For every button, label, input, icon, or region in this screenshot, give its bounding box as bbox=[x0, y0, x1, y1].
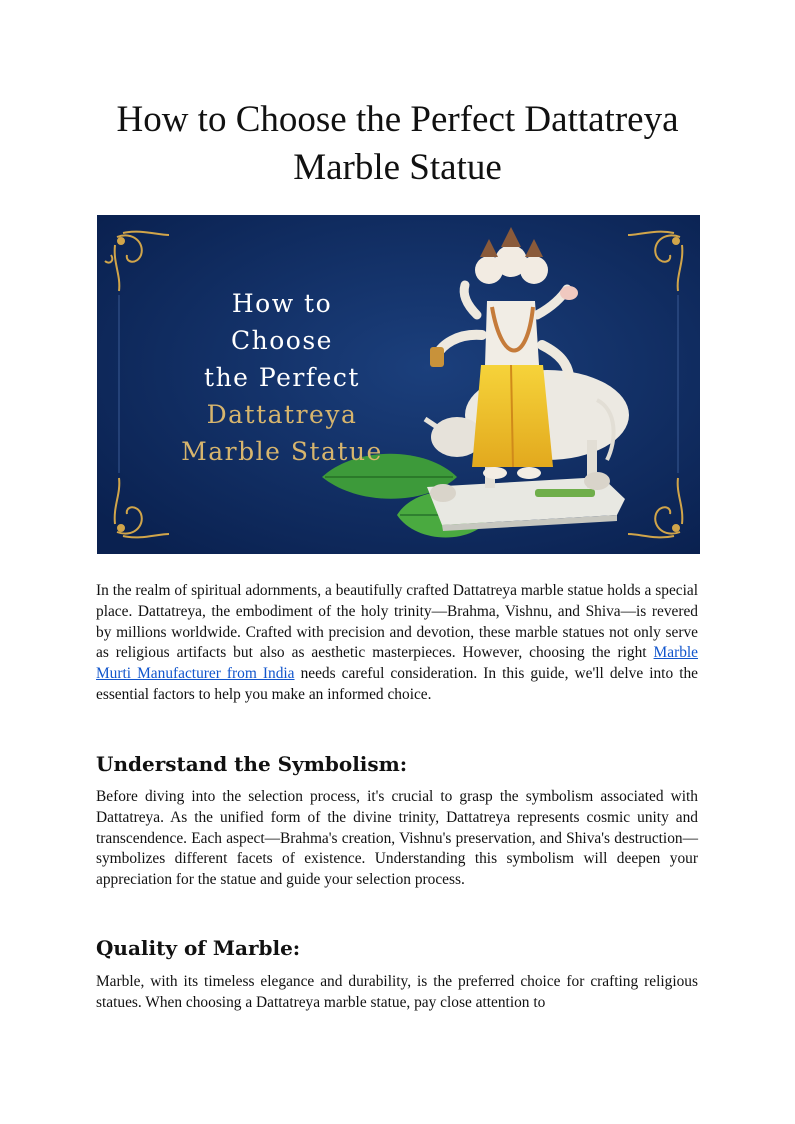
intro-paragraph bbox=[96, 581, 698, 706]
hero-line-2: the Perfect bbox=[204, 363, 360, 392]
section-heading-quality-of-marble: Quality of Marble: bbox=[96, 936, 301, 960]
hero-line-3: Dattatreya bbox=[206, 400, 358, 429]
hero-line-4: Marble Statue bbox=[181, 437, 383, 466]
intro-text-end: needs careful consideration. In this guide, we'll delve into the essential factors to help you make an informed choice. bbox=[96, 665, 699, 703]
section-heading-symbolism: Understand the Symbolism: bbox=[96, 752, 408, 776]
hero-line-1: How to Choose bbox=[231, 289, 333, 355]
hero-caption bbox=[177, 285, 387, 470]
hero-banner-image bbox=[97, 215, 700, 554]
page-title: How to Choose the Perfect Dattatreya Marble Statue bbox=[116, 99, 679, 188]
intro-text-start: In the realm of spiritual adornments, a beautifully crafted Dattatreya marble statue holds a special place. Dattatreya, the embodiment of the holy trinity—Brahma, Vishnu, and Shiva—is revered by millions worldwide. Crafted with precision and devotion, these marble statues not only serve as religious artifacts but also as aesthetic masterpieces. However, choosing the right bbox=[96, 582, 698, 662]
section-body-quality-of-marble: Marble, with its timeless elegance and durability, is the preferred choice for crafting religious statues. When choosing a Dattatreya marble statue, pay close attention to bbox=[96, 973, 698, 1011]
marble-murti-manufacturer-link[interactable]: Marble Murti Manufacturer from India bbox=[96, 644, 698, 683]
section-body-symbolism: Before diving into the selection process, it's crucial to grasp the symbolism associated with Dattatreya. As the unified form of the divine trinity, Dattatreya represents cosmic unity and transcendence. Each aspect—Brahma's creation, Vishnu's preservation, and Shiva's destruction—symbolizes different facets of existence. Understanding this symbolism will deepen your appreciation for the statue and guide your selection process. bbox=[96, 788, 698, 889]
